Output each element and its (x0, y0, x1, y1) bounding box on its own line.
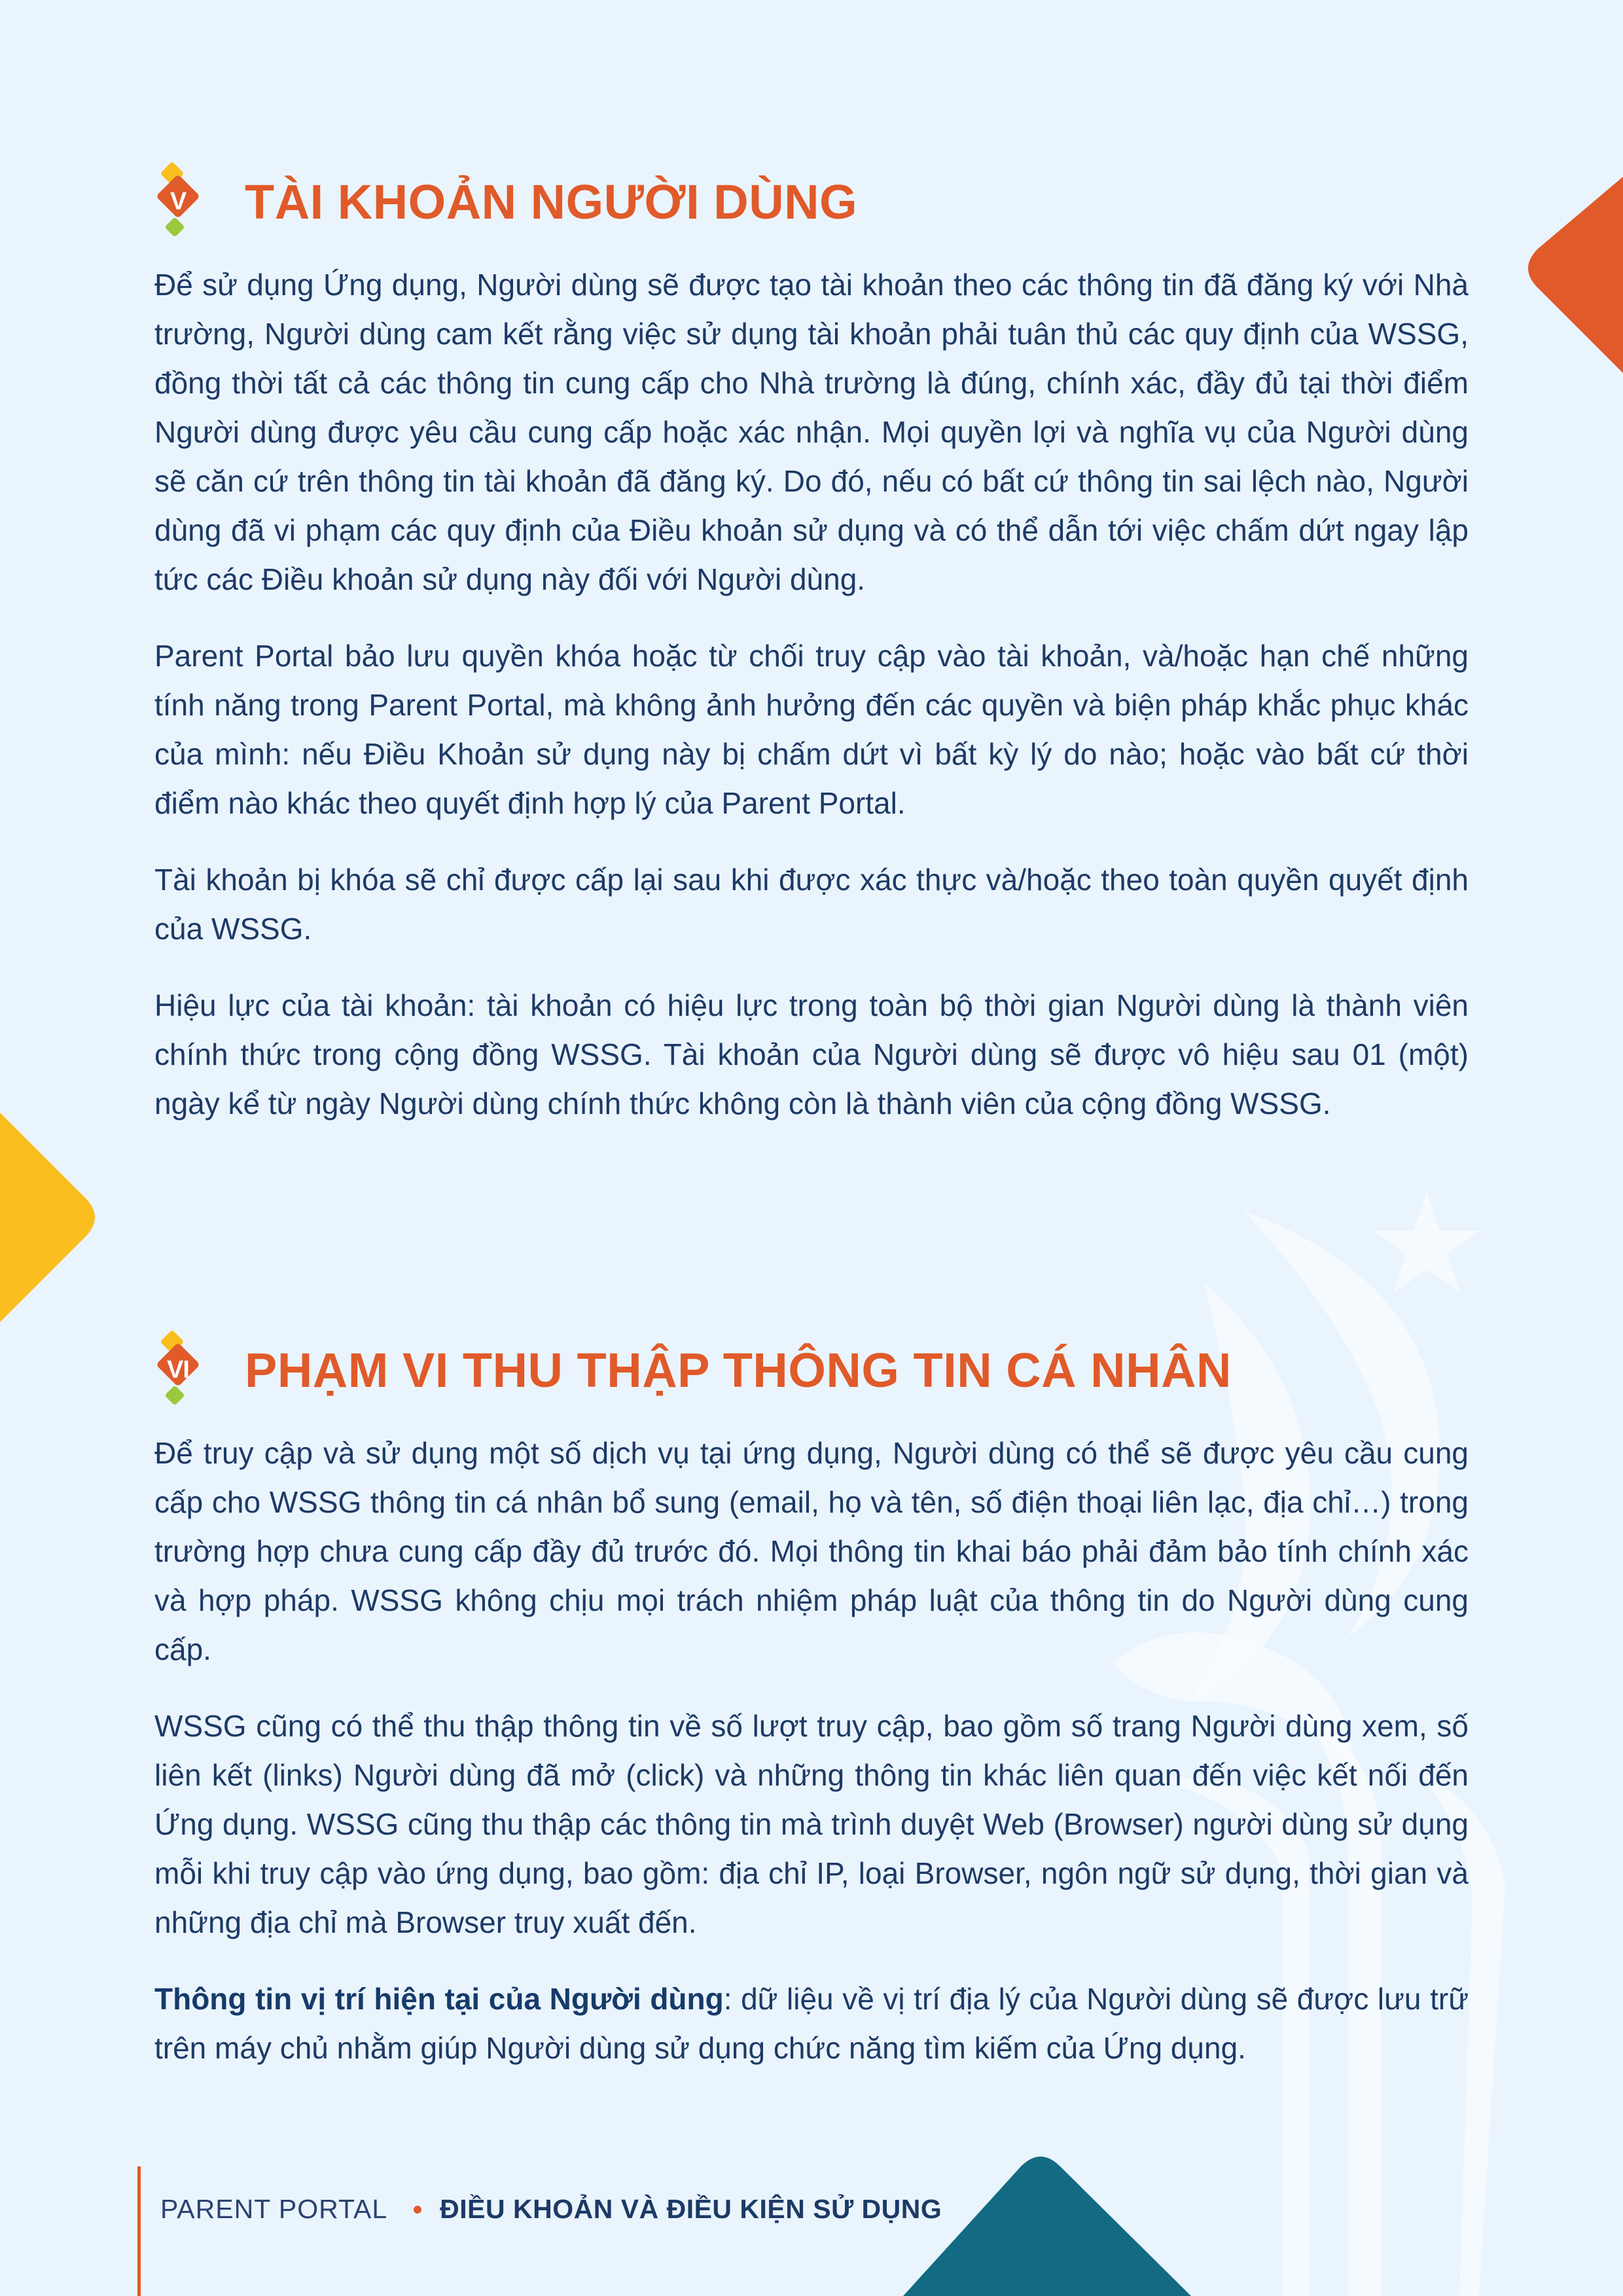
paragraph: WSSG cũng có thể thu thập thông tin về số lượt truy cập, bao gồm số trang Người dùng xem, số liên kết (links) Người dùng đã mở (click) và những thông tin khác liên quan đến việc kết nối đến Ứng dụng. WSSG cũng thu thập các thông tin mà trình duyệt Web (Browser) người dùng sử dụng mỗi khi truy cập vào ứng dụng, bao gồm: địa chỉ IP, loại Browser, ngôn ngữ sử dụng, thời gian và những địa chỉ mà Browser truy xuất đến. (154, 1709, 1469, 1939)
paragraph: Hiệu lực của tài khoản: tài khoản có hiệu lực trong toàn bộ thời gian Người dùng là thành viên chính thức trong cộng đồng WSSG. Tài khoản của Người dùng sẽ được vô hiệu sau 01 (một) ngày kể từ ngày Người dùng chính thức không còn là thành viên của cộng đồng WSSG. (154, 988, 1469, 1121)
section-number-badge (154, 1331, 226, 1409)
section-number-badge (154, 162, 226, 241)
location-paragraph (154, 1975, 1469, 2073)
orange-corner-shape (1518, 177, 1623, 373)
section-number: V (169, 187, 187, 215)
section-personal-data (154, 1331, 1469, 2073)
footer-document-title: ĐIỀU KHOẢN VÀ ĐIỀU KIỆN SỬ DỤNG (440, 2194, 942, 2224)
yellow-side-shape (0, 1113, 105, 1355)
paragraph: Parent Portal bảo lưu quyền khóa hoặc từ chối truy cập vào tài khoản, và/hoặc hạn chế những tính năng trong Parent Portal, mà không ảnh hưởng đến các quyền và biện pháp khắc phục khác của mình: nếu Điều Khoản sử dụng này bị chấm dứt vì bất kỳ lý do nào; hoặc vào bất cứ thời điểm nào khác theo quyết định hợp lý của Parent Portal. (154, 639, 1469, 820)
section-title: TÀI KHOẢN NGƯỜI DÙNG (245, 174, 858, 229)
section-account (154, 162, 1469, 1128)
location-text: : dữ liệu về vị trí địa lý của Người dùng sẽ được lưu trữ trên máy chủ nhằm giúp Người dùng sử dụng chức năng tìm kiếm của Ứng dụng. (154, 1982, 1469, 2065)
location-lead: Thông tin vị trí hiện tại của Người dùng (154, 1982, 724, 2016)
section-body (154, 1429, 1469, 2073)
paragraph: Để sử dụng Ứng dụng, Người dùng sẽ được tạo tài khoản theo các thông tin đã đăng ký với Nhà trường, Người dùng cam kết rằng việc sử dụng tài khoản phải tuân thủ các quy định của WSSG, đồng thời tất cả các thông tin cung cấp cho Nhà trường là đúng, chính xác, đầy đủ tại thời điểm Người dùng được yêu cầu cung cấp hoặc xác nhận. Mọi quyền lợi và nghĩa vụ của Người dùng sẽ căn cứ trên thông tin tài khoản đã đăng ký. Do đó, nếu có bất cứ thông tin sai lệch nào, Người dùng đã vi phạm các quy định của Điều khoản sử dụng và có thể dẫn tới việc chấm dứt ngay lập tức các Điều khoản sử dụng này đối với Người dùng. (154, 268, 1469, 596)
section-title: PHẠM VI THU THẬP THÔNG TIN CÁ NHÂN (245, 1342, 1232, 1397)
section-body (154, 260, 1469, 1128)
paragraph: Để truy cập và sử dụng một số dịch vụ tại ứng dụng, Người dùng có thể sẽ được yêu cầu cung cấp cho WSSG thông tin cá nhân bổ sung (email, họ và tên, số điện thoại liên lạc, địa chỉ…) trong trường hợp chưa cung cấp đầy đủ trước đó. Mọi thông tin khai báo phải đảm bảo tính chính xác và hợp pháp. WSSG không chịu mọi trách nhiệm pháp luật của thông tin do Người dùng cung cấp. (154, 1436, 1469, 1666)
paragraph: Tài khoản bị khóa sẽ chỉ được cấp lại sau khi được xác thực và/hoặc theo toàn quyền quyết định của WSSG. (154, 863, 1469, 946)
footer-brand: PARENT PORTAL (160, 2194, 388, 2224)
footer-bullet-icon (414, 2206, 421, 2214)
section-number: VI (167, 1355, 189, 1384)
section-header (154, 162, 1469, 241)
section-header (154, 1331, 1469, 1409)
page-footer (137, 2166, 1057, 2296)
